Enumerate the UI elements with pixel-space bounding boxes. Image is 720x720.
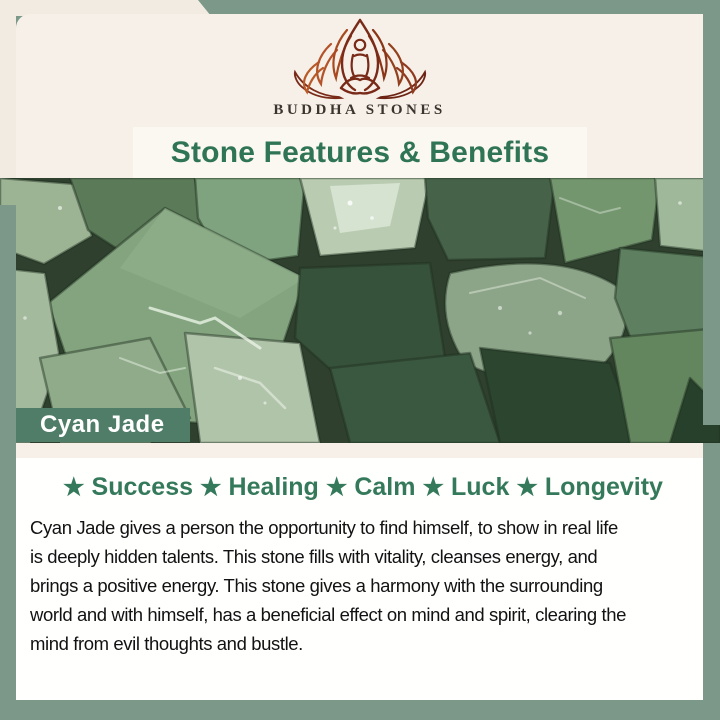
lotus-meditation-icon <box>285 16 435 100</box>
benefit-item: Longevity <box>544 473 663 501</box>
brand-name: BUDDHA STONES <box>273 102 446 118</box>
stone-name-label: Cyan Jade <box>40 411 165 438</box>
star-icon: ★ <box>516 474 538 501</box>
section-banner <box>133 127 587 178</box>
benefits-panel <box>16 458 703 700</box>
star-icon: ★ <box>200 474 222 501</box>
benefit-item: Calm <box>354 473 416 501</box>
brand-logo <box>16 16 703 102</box>
benefit-item: Success <box>91 473 194 501</box>
description-line: world and with himself, has a beneficial effect on mind and spirit, clearing the <box>30 604 626 625</box>
benefit-item: Luck <box>451 473 510 501</box>
jade-stones-illustration <box>0 178 720 443</box>
star-icon: ★ <box>422 474 444 501</box>
description-line: is deeply hidden talents. This stone fills with vitality, cleanses energy, and <box>30 546 598 567</box>
description-line: mind from evil thoughts and bustle. <box>30 633 303 654</box>
section-title: Stone Features & Benefits <box>170 135 550 169</box>
description-line: Cyan Jade gives a person the opportunity to find himself, to show in real life <box>30 517 618 538</box>
stone-name-badge <box>16 408 190 442</box>
star-icon: ★ <box>63 474 85 501</box>
description-line: brings a positive energy. This stone gives a harmony with the surrounding <box>30 575 603 596</box>
benefit-item: Healing <box>228 473 319 501</box>
star-icon: ★ <box>325 474 348 501</box>
benefits-row <box>16 473 703 502</box>
stone-description <box>30 513 689 658</box>
jade-stones-photo <box>0 178 720 443</box>
